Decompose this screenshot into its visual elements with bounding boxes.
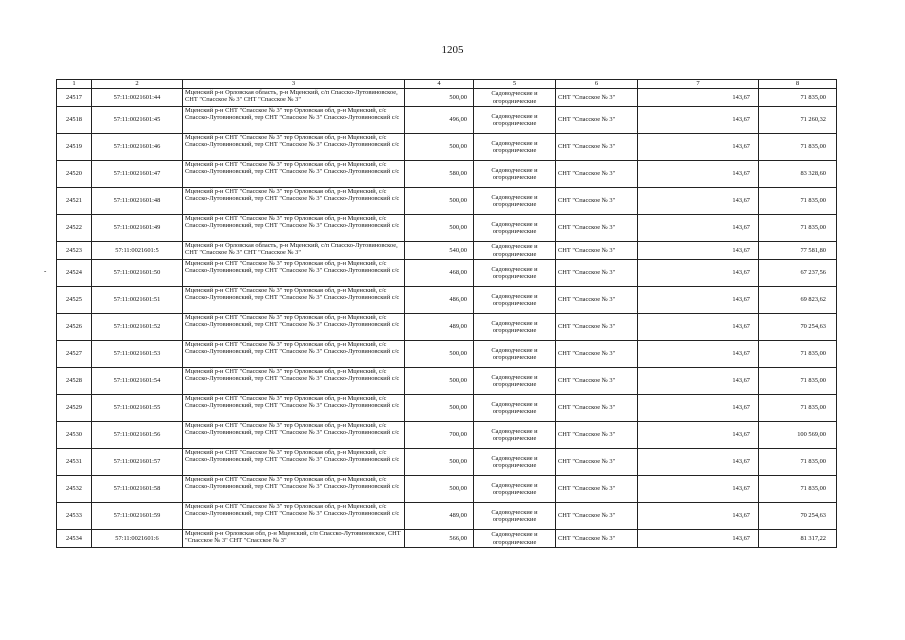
address-cell: Мценский р-н СНТ "Спасское № 3" тер Орловская обл, р-н Мценский, с/с Спасско-Лутовиновский, тер СНТ "Спасское № 3" Спасско-Лутовиновский с/с: [183, 134, 405, 161]
land-name-cell: СНТ "Спасское № 3": [556, 530, 638, 548]
address-cell: Мценский р-н СНТ "Спасское № 3" тер Орловская обл, р-н Мценский, с/с Спасско-Лутовиновский, тер СНТ "Спасское № 3" Спасско-Лутовиновский с/с: [183, 188, 405, 215]
margin-mark: -: [44, 267, 47, 275]
row-number-cell: 24527: [57, 341, 92, 368]
column-header: 4: [405, 80, 474, 89]
cadastral-value-cell: 71 835,00: [759, 188, 837, 215]
area-cell: 489,00: [405, 314, 474, 341]
row-number-cell: 24517: [57, 89, 92, 107]
area-cell: 486,00: [405, 287, 474, 314]
area-cell: 500,00: [405, 134, 474, 161]
table-row: [57, 395, 837, 422]
area-cell: 580,00: [405, 161, 474, 188]
land-name-cell: СНТ "Спасское № 3": [556, 134, 638, 161]
address-cell: Мценский р-н СНТ "Спасское № 3" тер Орловская обл, р-н Мценский, с/с Спасско-Лутовиновский, тер СНТ "Спасское № 3" Спасско-Лутовиновский с/с: [183, 449, 405, 476]
cadastral-number-cell: 57:11:0021601:53: [92, 341, 183, 368]
address-cell: Мценский р-н СНТ "Спасское № 3" тер Орловская обл, р-н Мценский, с/с Спасско-Лутовиновский, тер СНТ "Спасское № 3" Спасско-Лутовиновский с/с: [183, 287, 405, 314]
cadastral-number-cell: 57:11:0021601:52: [92, 314, 183, 341]
address-cell: Мценский р-н СНТ "Спасское № 3" тер Орловская обл, р-н Мценский, с/с Спасско-Лутовиновский, тер СНТ "Спасское № 3" Спасско-Лутовиновский с/с: [183, 107, 405, 134]
row-number-cell: 24522: [57, 215, 92, 242]
specific-value-cell: 143,67: [638, 107, 759, 134]
cadastral-value-cell: 69 823,62: [759, 287, 837, 314]
cadastral-number-cell: 57:11:0021601:6: [92, 530, 183, 548]
address-cell: Мценский р-н Орловская область, р-н Мценский, с/п Спасско-Лутовиновское, СНТ "Спасское № 3" СНТ "Спасское № 3": [183, 89, 405, 107]
specific-value-cell: 143,67: [638, 341, 759, 368]
cadastral-value-cell: 71 835,00: [759, 134, 837, 161]
table-row: [57, 215, 837, 242]
area-cell: 700,00: [405, 422, 474, 449]
area-cell: 500,00: [405, 215, 474, 242]
column-header: 7: [638, 80, 759, 89]
specific-value-cell: 143,67: [638, 476, 759, 503]
row-number-cell: 24520: [57, 161, 92, 188]
address-cell: Мценский р-н СНТ "Спасское № 3" тер Орловская обл, р-н Мценский, с/с Спасско-Лутовиновский, тер СНТ "Спасское № 3" Спасско-Лутовиновский с/с: [183, 395, 405, 422]
permitted-use-cell: Садоводческие и огороднические: [474, 161, 556, 188]
table-row: [57, 242, 837, 260]
table-body: [57, 89, 837, 548]
column-header: 5: [474, 80, 556, 89]
table-row: [57, 530, 837, 548]
cadastral-number-cell: 57:11:0021601:59: [92, 503, 183, 530]
address-cell: Мценский р-н СНТ "Спасское № 3" тер Орловская обл, р-н Мценский, с/с Спасско-Лутовиновский, тер СНТ "Спасское № 3" Спасско-Лутовиновский с/с: [183, 476, 405, 503]
cadastral-number-cell: 57:11:0021601:48: [92, 188, 183, 215]
address-cell: Мценский р-н Орловская обл, р-н Мценский, с/п Спасско-Лутовиновское, СНТ "Спасское № 3" СНТ "Спасское № 3": [183, 530, 405, 548]
permitted-use-cell: Садоводческие и огороднические: [474, 368, 556, 395]
cadastral-value-cell: 81 317,22: [759, 530, 837, 548]
land-name-cell: СНТ "Спасское № 3": [556, 242, 638, 260]
cadastral-value-cell: 71 835,00: [759, 368, 837, 395]
land-name-cell: СНТ "Спасское № 3": [556, 503, 638, 530]
permitted-use-cell: Садоводческие и огороднические: [474, 422, 556, 449]
row-number-cell: 24534: [57, 530, 92, 548]
table-row: [57, 314, 837, 341]
cadastral-number-cell: 57:11:0021601:50: [92, 260, 183, 287]
cadastral-value-cell: 71 835,00: [759, 341, 837, 368]
cadastral-table: [56, 79, 837, 548]
specific-value-cell: 143,67: [638, 161, 759, 188]
permitted-use-cell: Садоводческие и огороднические: [474, 395, 556, 422]
table-row: [57, 368, 837, 395]
permitted-use-cell: Садоводческие и огороднические: [474, 503, 556, 530]
cadastral-value-cell: 71 835,00: [759, 476, 837, 503]
specific-value-cell: 143,67: [638, 449, 759, 476]
cadastral-value-cell: 67 237,56: [759, 260, 837, 287]
row-number-cell: 24524: [57, 260, 92, 287]
cadastral-value-cell: 83 328,60: [759, 161, 837, 188]
table-row: [57, 422, 837, 449]
specific-value-cell: 143,67: [638, 368, 759, 395]
specific-value-cell: 143,67: [638, 134, 759, 161]
cadastral-number-cell: 57:11:0021601:51: [92, 287, 183, 314]
area-cell: 566,00: [405, 530, 474, 548]
permitted-use-cell: Садоводческие и огороднические: [474, 449, 556, 476]
row-number-cell: 24526: [57, 314, 92, 341]
permitted-use-cell: Садоводческие и огороднические: [474, 314, 556, 341]
land-name-cell: СНТ "Спасское № 3": [556, 260, 638, 287]
row-number-cell: 24532: [57, 476, 92, 503]
land-name-cell: СНТ "Спасское № 3": [556, 89, 638, 107]
land-name-cell: СНТ "Спасское № 3": [556, 287, 638, 314]
row-number-cell: 24529: [57, 395, 92, 422]
land-name-cell: СНТ "Спасское № 3": [556, 314, 638, 341]
permitted-use-cell: Садоводческие и огороднические: [474, 215, 556, 242]
specific-value-cell: 143,67: [638, 89, 759, 107]
area-cell: 500,00: [405, 395, 474, 422]
specific-value-cell: 143,67: [638, 260, 759, 287]
table-row: [57, 503, 837, 530]
row-number-cell: 24530: [57, 422, 92, 449]
cadastral-value-cell: 70 254,63: [759, 503, 837, 530]
land-name-cell: СНТ "Спасское № 3": [556, 422, 638, 449]
cadastral-number-cell: 57:11:0021601:47: [92, 161, 183, 188]
cadastral-value-cell: 100 569,00: [759, 422, 837, 449]
page-number: 1205: [441, 44, 464, 56]
area-cell: 500,00: [405, 368, 474, 395]
row-number-cell: 24531: [57, 449, 92, 476]
column-header: 1: [57, 80, 92, 89]
land-name-cell: СНТ "Спасское № 3": [556, 107, 638, 134]
area-cell: 500,00: [405, 89, 474, 107]
cadastral-number-cell: 57:11:0021601:44: [92, 89, 183, 107]
specific-value-cell: 143,67: [638, 530, 759, 548]
permitted-use-cell: Садоводческие и огороднические: [474, 530, 556, 548]
table-row: [57, 449, 837, 476]
column-header: 8: [759, 80, 837, 89]
specific-value-cell: 143,67: [638, 215, 759, 242]
permitted-use-cell: Садоводческие и огороднические: [474, 242, 556, 260]
address-cell: Мценский р-н СНТ "Спасское № 3" тер Орловская обл, р-н Мценский, с/с Спасско-Лутовиновский, тер СНТ "Спасское № 3" Спасско-Лутовиновский с/с: [183, 215, 405, 242]
land-name-cell: СНТ "Спасское № 3": [556, 215, 638, 242]
row-number-cell: 24528: [57, 368, 92, 395]
table-row: [57, 476, 837, 503]
land-name-cell: СНТ "Спасское № 3": [556, 395, 638, 422]
cadastral-value-cell: 71 835,00: [759, 395, 837, 422]
table-row: [57, 107, 837, 134]
address-cell: Мценский р-н СНТ "Спасское № 3" тер Орловская обл, р-н Мценский, с/с Спасско-Лутовиновский, тер СНТ "Спасское № 3" Спасско-Лутовиновский с/с: [183, 368, 405, 395]
column-header: 6: [556, 80, 638, 89]
cadastral-number-cell: 57:11:0021601:49: [92, 215, 183, 242]
permitted-use-cell: Садоводческие и огороднические: [474, 107, 556, 134]
table-row: [57, 134, 837, 161]
table-row: [57, 89, 837, 107]
permitted-use-cell: Садоводческие и огороднические: [474, 89, 556, 107]
permitted-use-cell: Садоводческие и огороднические: [474, 188, 556, 215]
cadastral-number-cell: 57:11:0021601:45: [92, 107, 183, 134]
area-cell: 500,00: [405, 188, 474, 215]
table-row: [57, 260, 837, 287]
land-name-cell: СНТ "Спасское № 3": [556, 449, 638, 476]
cadastral-number-cell: 57:11:0021601:46: [92, 134, 183, 161]
cadastral-value-cell: 71 835,00: [759, 449, 837, 476]
address-cell: Мценский р-н Орловская область, р-н Мценский, с/п Спасско-Лутовиновское, СНТ "Спасское № 3" СНТ "Спасское № 3": [183, 242, 405, 260]
land-name-cell: СНТ "Спасское № 3": [556, 476, 638, 503]
specific-value-cell: 143,67: [638, 395, 759, 422]
area-cell: 500,00: [405, 476, 474, 503]
address-cell: Мценский р-н СНТ "Спасское № 3" тер Орловская обл, р-н Мценский, с/с Спасско-Лутовиновский, тер СНТ "Спасское № 3" Спасско-Лутовиновский с/с: [183, 161, 405, 188]
row-number-cell: 24523: [57, 242, 92, 260]
table-row: [57, 188, 837, 215]
row-number-cell: 24519: [57, 134, 92, 161]
permitted-use-cell: Садоводческие и огороднические: [474, 134, 556, 161]
land-name-cell: СНТ "Спасское № 3": [556, 188, 638, 215]
address-cell: Мценский р-н СНТ "Спасское № 3" тер Орловская обл, р-н Мценский, с/с Спасско-Лутовиновский, тер СНТ "Спасское № 3" Спасско-Лутовиновский с/с: [183, 422, 405, 449]
area-cell: 496,00: [405, 107, 474, 134]
column-header: 2: [92, 80, 183, 89]
address-cell: Мценский р-н СНТ "Спасское № 3" тер Орловская обл, р-н Мценский, с/с Спасско-Лутовиновский, тер СНТ "Спасское № 3" Спасско-Лутовиновский с/с: [183, 314, 405, 341]
land-name-cell: СНТ "Спасское № 3": [556, 161, 638, 188]
specific-value-cell: 143,67: [638, 314, 759, 341]
cadastral-number-cell: 57:11:0021601:5: [92, 242, 183, 260]
cadastral-value-cell: 71 835,00: [759, 89, 837, 107]
address-cell: Мценский р-н СНТ "Спасское № 3" тер Орловская обл, р-н Мценский, с/с Спасско-Лутовиновский, тер СНТ "Спасское № 3" Спасско-Лутовиновский с/с: [183, 341, 405, 368]
area-cell: 540,00: [405, 242, 474, 260]
cadastral-value-cell: 70 254,63: [759, 314, 837, 341]
area-cell: 468,00: [405, 260, 474, 287]
land-name-cell: СНТ "Спасское № 3": [556, 341, 638, 368]
specific-value-cell: 143,67: [638, 422, 759, 449]
land-name-cell: СНТ "Спасское № 3": [556, 368, 638, 395]
table-row: [57, 341, 837, 368]
cadastral-number-cell: 57:11:0021601:54: [92, 368, 183, 395]
table-row: [57, 287, 837, 314]
specific-value-cell: 143,67: [638, 242, 759, 260]
cadastral-number-cell: 57:11:0021601:57: [92, 449, 183, 476]
column-header: 3: [183, 80, 405, 89]
table-row: [57, 161, 837, 188]
permitted-use-cell: Садоводческие и огороднические: [474, 341, 556, 368]
cadastral-number-cell: 57:11:0021601:55: [92, 395, 183, 422]
column-number-row: [57, 80, 837, 89]
address-cell: Мценский р-н СНТ "Спасское № 3" тер Орловская обл, р-н Мценский, с/с Спасско-Лутовиновский, тер СНТ "Спасское № 3" Спасско-Лутовиновский с/с: [183, 260, 405, 287]
permitted-use-cell: Садоводческие и огороднические: [474, 260, 556, 287]
row-number-cell: 24521: [57, 188, 92, 215]
specific-value-cell: 143,67: [638, 503, 759, 530]
area-cell: 500,00: [405, 449, 474, 476]
row-number-cell: 24518: [57, 107, 92, 134]
address-cell: Мценский р-н СНТ "Спасское № 3" тер Орловская обл, р-н Мценский, с/с Спасско-Лутовиновский, тер СНТ "Спасское № 3" Спасско-Лутовиновский с/с: [183, 503, 405, 530]
cadastral-value-cell: 77 581,80: [759, 242, 837, 260]
cadastral-number-cell: 57:11:0021601:56: [92, 422, 183, 449]
cadastral-value-cell: 71 260,32: [759, 107, 837, 134]
permitted-use-cell: Садоводческие и огороднические: [474, 476, 556, 503]
row-number-cell: 24533: [57, 503, 92, 530]
area-cell: 500,00: [405, 341, 474, 368]
specific-value-cell: 143,67: [638, 287, 759, 314]
permitted-use-cell: Садоводческие и огороднические: [474, 287, 556, 314]
cadastral-number-cell: 57:11:0021601:58: [92, 476, 183, 503]
area-cell: 489,00: [405, 503, 474, 530]
row-number-cell: 24525: [57, 287, 92, 314]
cadastral-value-cell: 71 835,00: [759, 215, 837, 242]
specific-value-cell: 143,67: [638, 188, 759, 215]
